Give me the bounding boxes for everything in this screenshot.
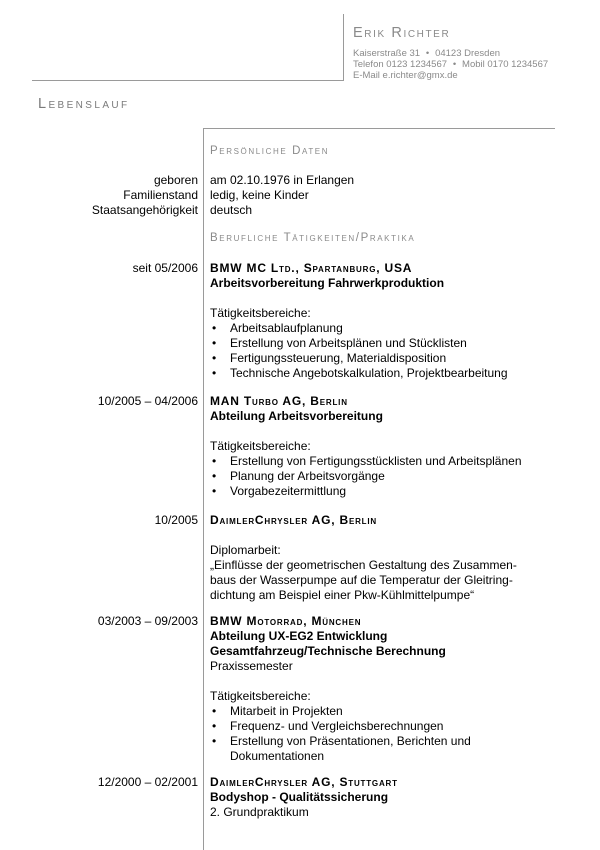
entry-date: seit 05/2006 [132, 261, 198, 275]
company-name: BMW Motorrad, München [210, 614, 362, 628]
company-name: DaimlerChrysler AG, Stuttgart [210, 775, 398, 789]
entry-note: Praxissemester [210, 659, 293, 673]
body-divider-vertical [203, 128, 204, 850]
phone-number: Telefon 0123 1234567 [353, 59, 448, 70]
entry-date: 10/2005 [154, 513, 198, 527]
address-city: 04123 Dresden [435, 48, 501, 59]
thesis-title-line: „Einflüsse der geometrischen Gestaltung des Zusammen- [210, 558, 517, 572]
contact-phone [353, 59, 548, 70]
work-entry [210, 394, 550, 499]
value-nationality: deutsch [210, 203, 253, 217]
task-item: • Erstellung von Arbeitsplänen und Stücklisten [210, 336, 550, 351]
address-street: Kaiserstraße 31 [353, 48, 421, 59]
task-item: • Vorgabezeitermittlung [210, 484, 550, 499]
label-marital-status: Familienstand [123, 188, 198, 202]
department: Bodyshop - Qualitätssicherung [210, 790, 389, 804]
entry-date: 03/2003 – 09/2003 [97, 614, 198, 628]
header-divider-horizontal [32, 80, 344, 81]
value-marital-status: ledig, keine Kinder [210, 188, 309, 202]
task-item: • Technische Angebotskalkulation, Projektbearbeitung [210, 366, 550, 381]
areas-label: Tätigkeitsbereiche: [210, 306, 311, 320]
entry-date: 10/2005 – 04/2006 [97, 394, 198, 408]
department: Abteilung UX-EG2 Entwicklung [210, 629, 388, 643]
mobile-number: Mobil 0170 1234567 [462, 59, 549, 70]
department: Arbeitsvorbereitung Fahrwerkproduktion [210, 276, 445, 290]
separator-dot: • [452, 59, 457, 70]
contact-address [353, 48, 500, 59]
applicant-name: Erik Richter [353, 25, 451, 41]
task-item: • Mitarbeit in Projekten [210, 704, 550, 719]
work-entry [210, 513, 550, 603]
company-name: DaimlerChrysler AG, Berlin [210, 513, 377, 527]
work-entry [210, 775, 550, 820]
section-heading-personal: Persönliche Daten [210, 145, 330, 157]
contact-email: E-Mail e.richter@gmx.de [353, 70, 458, 81]
department: Abteilung Arbeitsvorbereitung [210, 409, 383, 423]
task-list [210, 704, 550, 749]
task-item: • Erstellung von Fertigungsstücklisten und Arbeitsplänen [210, 454, 550, 469]
task-item: • Frequenz- und Vergleichsberechnungen [210, 719, 550, 734]
task-list [210, 454, 550, 499]
personal-label [8, 173, 198, 218]
task-item: • Erstellung von Präsentationen, Berichten und [210, 734, 550, 749]
task-item: • Fertigungssteuerung, Materialdisposition [210, 351, 550, 366]
task-list [210, 321, 550, 381]
thesis-label: Diplomarbeit: [210, 543, 281, 557]
areas-label: Tätigkeitsbereiche: [210, 439, 311, 453]
task-item: • Arbeitsablaufplanung [210, 321, 550, 336]
body-divider-horizontal [203, 128, 555, 129]
document-title: Lebenslauf [38, 96, 130, 112]
thesis-title-line: dichtung am Beispiel einer Pkw-Kühlmittelpumpe“ [210, 588, 475, 602]
task-item: • Planung der Arbeitsvorgänge [210, 469, 550, 484]
department: Gesamtfahrzeug/Technische Berechnung [210, 644, 446, 658]
value-born: am 02.10.1976 in Erlangen [210, 173, 355, 187]
personal-values [210, 173, 550, 218]
thesis-title-line: baus der Wasserpumpe auf die Temperatur der Gleitring- [210, 573, 513, 587]
entry-date: 12/2000 – 02/2001 [97, 775, 198, 789]
work-entry [210, 614, 550, 764]
label-born: geboren [153, 173, 198, 187]
areas-label: Tätigkeitsbereiche: [210, 689, 311, 703]
section-heading-work: Berufliche Tätigkeiten/Praktika [210, 232, 416, 244]
separator-dot: • [425, 48, 430, 59]
label-nationality: Staatsangehörigkeit [91, 203, 198, 217]
entry-note: 2. Grundpraktikum [210, 805, 309, 819]
company-name: MAN Turbo AG, Berlin [210, 394, 348, 408]
work-entry [210, 261, 550, 381]
task-item-continuation: Dokumentationen [230, 749, 325, 763]
header-divider-vertical [343, 14, 344, 80]
company-name: BMW MC Ltd., Spartanburg, USA [210, 261, 413, 275]
